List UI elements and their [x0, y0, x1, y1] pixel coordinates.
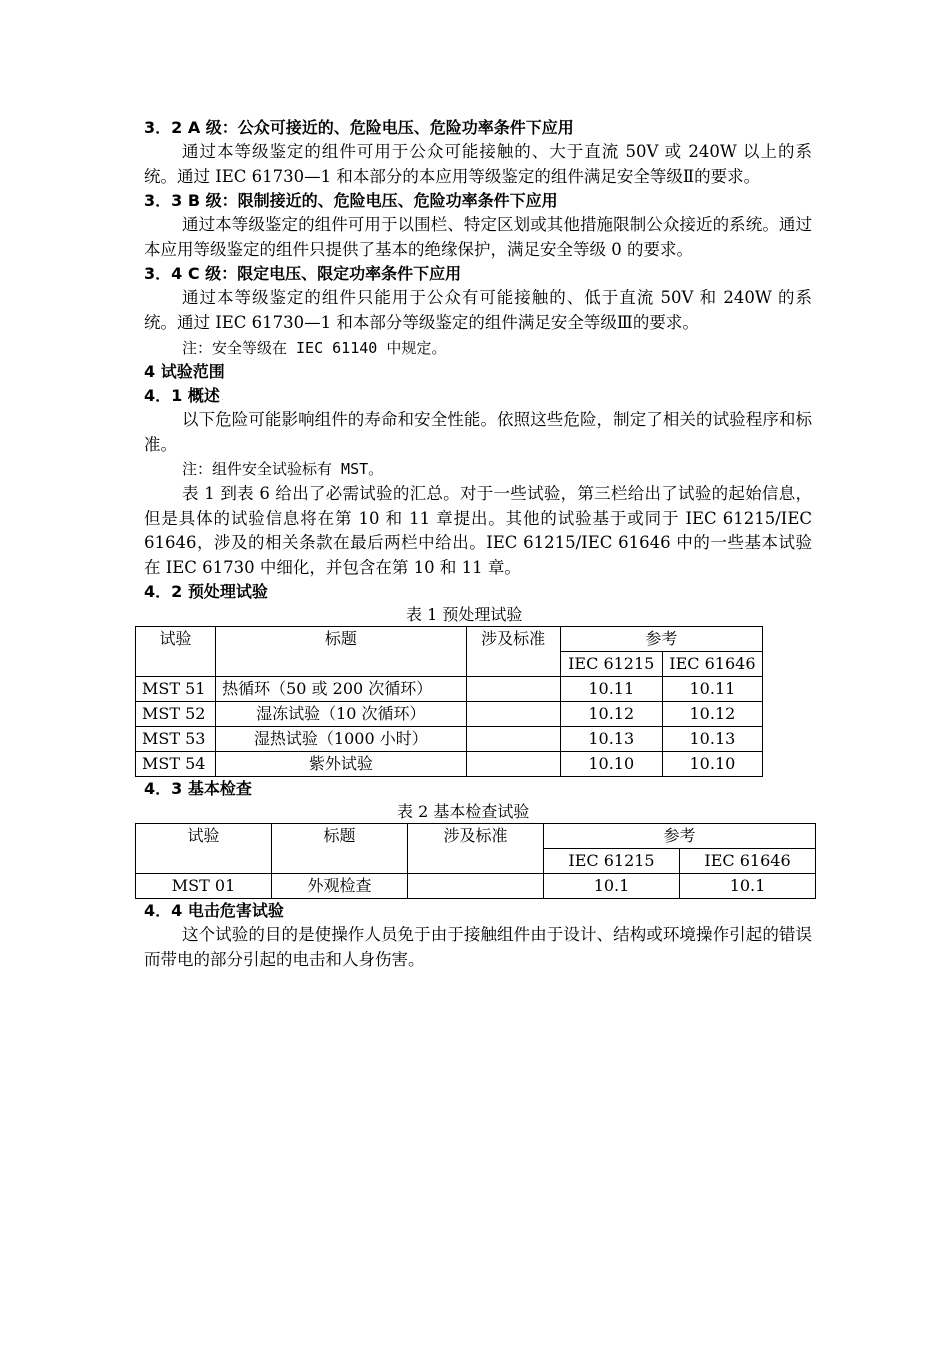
section-3-3-heading: 3．3 B 级：限制接近的、危险电压、危险功率条件下应用	[144, 191, 558, 211]
table-cell-ref2: 10.12	[662, 702, 762, 727]
section-4-heading: 4 试验范围	[144, 362, 225, 382]
table-cell-test: MST 51	[136, 677, 216, 702]
section-3-3-text: 通过本等级鉴定的组件可用于以围栏、特定区划或其他措施限制公众接近的系统。通过本应用等级鉴定的组件只提供了基本的绝缘保护，满足安全等级 0 的要求。	[144, 215, 812, 259]
table-1	[135, 626, 763, 777]
section-4-3-heading: 4．3 基本检查	[144, 779, 252, 799]
table-cell-ref2: 10.10	[662, 752, 762, 777]
table-2-header-iec61215: IEC 61215	[544, 849, 680, 874]
section-4-1-heading: 4．1 概述	[144, 386, 220, 406]
table-row	[136, 702, 763, 727]
table-cell-standard	[466, 702, 560, 727]
table-2-header-test: 试验	[136, 824, 272, 874]
table-cell-ref1: 10.11	[560, 677, 662, 702]
table-cell-test: MST 01	[136, 874, 272, 899]
table-row	[136, 677, 763, 702]
table-cell-title: 湿热试验（1000 小时）	[216, 727, 466, 752]
table-cell-title: 湿冻试验（10 次循环）	[216, 702, 466, 727]
table-1-header-iec61646: IEC 61646	[662, 652, 762, 677]
table-cell-ref1: 10.10	[560, 752, 662, 777]
table-1-header-row	[136, 627, 763, 652]
section-3-4-note: 注：安全等级在 IEC 61140 中规定。	[182, 338, 447, 357]
table-2-header-title: 标题	[272, 824, 408, 874]
table-1-header-standard: 涉及标准	[466, 627, 560, 677]
table-1-caption: 表 1 预处理试验	[406, 605, 523, 625]
table-cell-ref2: 10.13	[662, 727, 762, 752]
table-cell-ref1: 10.1	[544, 874, 680, 899]
table-2-header-standard: 涉及标准	[408, 824, 544, 874]
table-1-header-title: 标题	[216, 627, 466, 677]
table-1-header-test: 试验	[136, 627, 216, 677]
table-cell-standard	[466, 752, 560, 777]
table-cell-title: 热循环（50 或 200 次循环）	[216, 677, 466, 702]
table-cell-standard	[408, 874, 544, 899]
table-row	[136, 727, 763, 752]
table-2-header-row	[136, 824, 816, 849]
table-cell-ref2: 10.1	[680, 874, 816, 899]
table-2-header-reference: 参考	[544, 824, 816, 849]
table-cell-standard	[466, 677, 560, 702]
table-cell-standard	[466, 727, 560, 752]
table-cell-title: 外观检查	[272, 874, 408, 899]
table-2-header-iec61646: IEC 61646	[680, 849, 816, 874]
section-4-2-heading: 4．2 预处理试验	[144, 582, 268, 602]
section-3-2-text: 通过本等级鉴定的组件可用于公众可能接触的、大于直流 50V 或 240W 以上的系统。通过 IEC 61730—1 和本部分的本应用等级鉴定的组件满足安全等级Ⅱ的要求。	[144, 142, 812, 186]
table-cell-ref1: 10.13	[560, 727, 662, 752]
table-cell-test: MST 53	[136, 727, 216, 752]
document-body	[144, 116, 812, 973]
table-cell-test: MST 54	[136, 752, 216, 777]
section-3-4-text: 通过本等级鉴定的组件只能用于公众有可能接触的、低于直流 50V 和 240W 的系统。通过 IEC 61730—1 和本部分等级鉴定的组件满足安全等级Ⅲ的要求。	[144, 288, 812, 332]
table-cell-title: 紫外试验	[216, 752, 466, 777]
table-cell-test: MST 52	[136, 702, 216, 727]
section-4-1-note: 注：组件安全试验标有 MST。	[182, 460, 384, 479]
table-1-header-reference: 参考	[560, 627, 762, 652]
table-row	[136, 752, 763, 777]
table-2	[135, 823, 816, 899]
table-cell-ref1: 10.12	[560, 702, 662, 727]
section-4-1-text-1: 以下危险可能影响组件的寿命和安全性能。依照这些危险，制定了相关的试验程序和标准。	[144, 410, 812, 454]
table-row	[136, 874, 816, 899]
section-4-1-text-2: 表 1 到表 6 给出了必需试验的汇总。对于一些试验，第三栏给出了试验的起始信息，但是具体的试验信息将在第 10 和 11 章提出。其他的试验基于或同于 IEC 61215/IEC 61646，涉及的相关条款在最后两栏中给出。IEC 61215/IEC 61646 中的一些基本试验在 IEC 61730 中细化，并包含在第 10 和 11 章。	[144, 483, 812, 577]
section-3-2-heading: 3．2 A 级：公众可接近的、危险电压、危险功率条件下应用	[144, 118, 574, 137]
section-3-4-heading: 3．4 C 级：限定电压、限定功率条件下应用	[144, 264, 462, 284]
section-4-4-text: 这个试验的目的是使操作人员免于由于接触组件由于设计、结构或环境操作引起的错误而带电的部分引起的电击和人身伤害。	[144, 925, 812, 969]
table-1-header-iec61215: IEC 61215	[560, 652, 662, 677]
table-2-caption: 表 2 基本检查试验	[397, 802, 530, 822]
section-4-4-heading: 4．4 电击危害试验	[144, 901, 284, 921]
table-cell-ref2: 10.11	[662, 677, 762, 702]
